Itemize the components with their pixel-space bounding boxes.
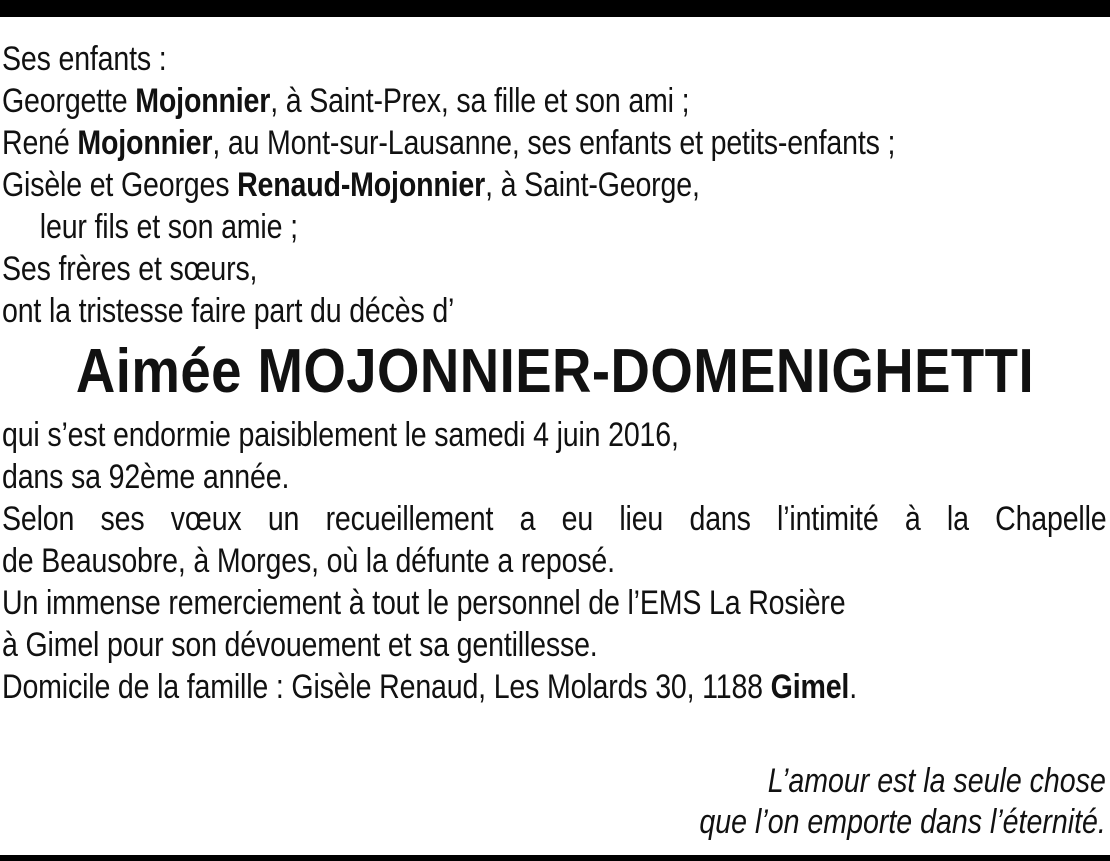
obituary-text [2, 38, 1108, 708]
justified-word: dans [689, 500, 751, 538]
intro-line-georgette: Georgette Mojonnier, à Saint-Prex, sa fille et son ami ; [2, 82, 690, 120]
justified-word: a [519, 500, 536, 538]
intro-line-gisele: Gisèle et Georges Renaud-Mojonnier, à Saint-George, [2, 166, 700, 204]
justified-word: l’intimité [777, 500, 879, 538]
family-name: Mojonnier [77, 124, 213, 162]
family-name: Renaud-Mojonnier [237, 166, 486, 204]
top-rule [0, 0, 1110, 17]
intro-line-son: leur fils et son amie ; [39, 208, 298, 246]
justified-word: ses [100, 500, 145, 538]
justified-word: un [267, 500, 300, 538]
deceased-name: Aimée MOJONNIER-DOMENIGHETTI [75, 337, 1035, 406]
domicile-line: Domicile de la famille : Gisèle Renaud, Les Molards 30, 1188 Gimel. [2, 668, 857, 706]
quote-line-1: L’amour est la seule chose [767, 762, 1106, 800]
intro-line-rene: René Mojonnier, au Mont-sur-Lausanne, ses enfants et petits-enfants ; [2, 124, 896, 162]
justified-word: la [946, 500, 969, 538]
body-line-location: de Beausobre, à Morges, où la défunte a reposé. [2, 542, 615, 580]
justified-word: lieu [619, 500, 664, 538]
justified-line [2, 498, 1107, 540]
body-line-thanks-cont: à Gimel pour son dévouement et sa gentillesse. [2, 626, 598, 664]
family-name: Mojonnier [135, 82, 271, 120]
body-line-thanks: Un immense remerciement à tout le personnel de l’EMS La Rosière [2, 584, 846, 622]
justified-word: Selon [2, 500, 75, 538]
bottom-rule [0, 855, 1110, 861]
intro-line-children-heading: Ses enfants : [2, 40, 167, 78]
body-line-age: dans sa 92ème année. [2, 458, 290, 496]
justified-word: vœux [170, 500, 242, 538]
body-line-ceremony [2, 498, 1107, 540]
justified-word: recueillement [325, 500, 494, 538]
justified-word: Chapelle [995, 500, 1107, 538]
closing-quote [622, 761, 1106, 843]
quote-line-2: que l’on emporte dans l’éternité. [699, 803, 1106, 841]
intro-line-announcement: ont la tristesse faire part du décès d’ [2, 292, 455, 330]
intro-line-siblings: Ses frères et sœurs, [2, 250, 258, 288]
justified-word: à [904, 500, 921, 538]
body-line-passing: qui s’est endormie paisiblement le samedi 4 juin 2016, [2, 416, 679, 454]
justified-word: eu [561, 500, 594, 538]
domicile-town: Gimel [770, 668, 850, 706]
